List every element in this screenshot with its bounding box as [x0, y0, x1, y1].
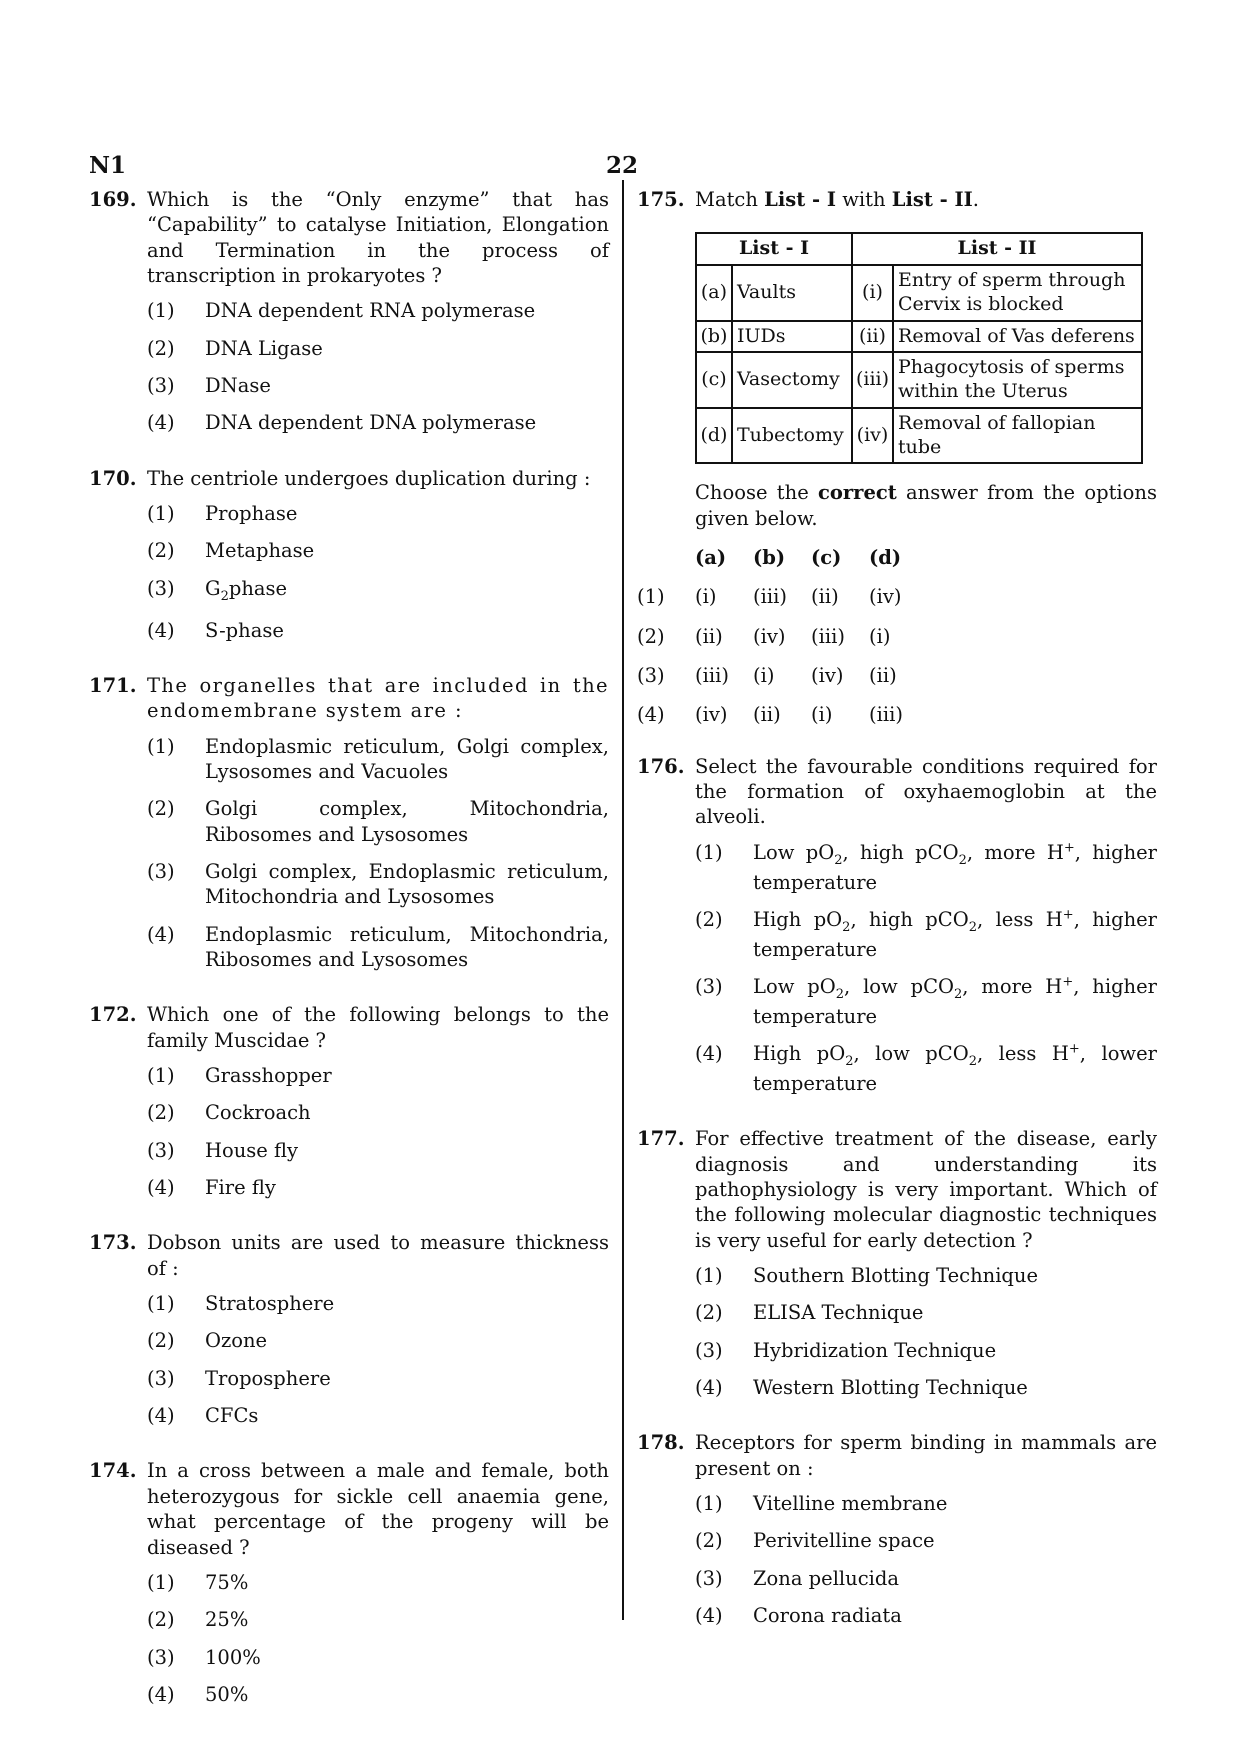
option-text: Southern Blotting Technique [753, 1264, 1039, 1287]
emphasis: correct [818, 481, 897, 505]
list-1-item: Vaults [732, 265, 852, 321]
option-number: (2) [147, 1608, 175, 1632]
option-4 [147, 1682, 609, 1707]
options [147, 501, 609, 643]
option-number: (2) [147, 797, 175, 821]
text-part: , high pCO [842, 840, 959, 864]
option-4 [695, 1041, 1157, 1096]
question-text: Select the favourable conditions required for the formation of oxyhaemoglobin at the alveoli. [695, 754, 1157, 829]
question-number: 171. [89, 673, 137, 697]
option-2 [147, 1100, 609, 1125]
option-number: (4) [147, 922, 175, 946]
text-part: , low pCO [844, 975, 954, 999]
option-3 [147, 373, 609, 398]
subscript: 2 [958, 852, 967, 868]
question-171 [89, 673, 609, 972]
question-number: 175. [637, 188, 685, 211]
column-divider [622, 180, 624, 1620]
option-1 [147, 1063, 609, 1088]
subscript: 2 [220, 588, 229, 604]
option-3 [695, 1338, 1157, 1363]
question-number: 170. [89, 466, 137, 490]
option-text: Hybridization Technique [753, 1338, 997, 1362]
grid-header: (a) [695, 546, 727, 570]
text-part: . [972, 188, 979, 211]
row-label: (d) [696, 408, 732, 464]
option-2 [147, 336, 609, 361]
option-text [753, 1042, 1157, 1095]
answer-grid [637, 545, 1157, 728]
text-part: , more H [962, 975, 1063, 999]
subscript: 2 [968, 919, 977, 935]
option-number: (4) [695, 1604, 723, 1628]
answer-cell: (iii) [811, 624, 845, 648]
answer-cell: (ii) [753, 703, 781, 727]
question-number: 173. [89, 1231, 137, 1255]
text-part: , higher temperature [753, 840, 1157, 894]
text-part: Match [695, 188, 765, 211]
option-text: 25% [205, 1608, 249, 1632]
option-number: (1) [147, 1064, 175, 1088]
list-1-item: Tubectomy [732, 408, 852, 464]
option-text [753, 975, 1157, 1028]
option-number: (2) [695, 1301, 723, 1325]
answer-cell: (iv) [811, 664, 844, 688]
option-text: CFCs [205, 1404, 259, 1428]
option-1 [147, 501, 609, 526]
option-text: DNase [205, 374, 271, 398]
option-text: Grasshopper [205, 1064, 332, 1088]
option-text: House fly [205, 1138, 299, 1162]
option-number: (3) [695, 975, 723, 999]
option-number: (3) [695, 1338, 723, 1362]
option-number: (2) [147, 1329, 175, 1353]
option-text: DNA dependent RNA polymerase [205, 299, 536, 323]
answer-cell: (iii) [869, 703, 903, 727]
question-169 [89, 187, 609, 436]
option-text: DNA dependent DNA polymerase [205, 411, 537, 435]
text-part: Choose the [695, 481, 819, 505]
question-177 [637, 1126, 1157, 1400]
list-2-label: List - II [891, 188, 973, 211]
text-part: High pO [753, 1042, 846, 1066]
question-number: 169. [89, 188, 137, 211]
answer-cell: (iv) [869, 585, 902, 609]
option-3 [147, 859, 609, 910]
option-number: (2) [637, 624, 665, 648]
option-text [753, 841, 1157, 894]
row-label: (iv) [852, 408, 893, 464]
option-number: (1) [637, 585, 665, 609]
subscript: 2 [842, 919, 851, 935]
row-label: (a) [696, 265, 732, 321]
grid-header: (b) [753, 546, 786, 570]
option-number: (2) [695, 907, 723, 931]
option-2 [147, 1328, 609, 1353]
option-4 [695, 1375, 1157, 1400]
option-number: (1) [147, 502, 175, 526]
option-number: (3) [147, 1366, 175, 1390]
table-header-list-1: List - I [696, 233, 852, 265]
question-number: 174. [89, 1459, 137, 1483]
table-header-row [696, 233, 1142, 265]
option-3 [147, 1366, 609, 1391]
option-number: (4) [695, 1376, 723, 1400]
option-3 [695, 974, 1157, 1029]
text-part: , higher temperature [753, 975, 1157, 1028]
option-4 [147, 922, 609, 973]
option-number: (1) [147, 734, 175, 758]
answer-cell: (ii) [695, 624, 723, 648]
question-174 [89, 1458, 609, 1707]
option-text: Prophase [205, 502, 298, 526]
option-number: (4) [147, 618, 175, 642]
option-number: (1) [147, 1292, 175, 1316]
question-number: 176. [637, 754, 685, 778]
row-label: (c) [696, 352, 732, 408]
option-number: (2) [147, 1101, 175, 1125]
option-text: 100% [205, 1645, 261, 1669]
page-code: N1 [89, 152, 127, 179]
option-3 [695, 1566, 1157, 1591]
option-number: (4) [147, 1404, 175, 1428]
option-text: Vitelline membrane [753, 1492, 948, 1516]
question-number: 177. [637, 1127, 685, 1151]
option-text: 75% [205, 1570, 249, 1594]
text-part: , less H [976, 1042, 1069, 1066]
option-2 [695, 1528, 1157, 1553]
question-number: 172. [89, 1003, 137, 1027]
row-label: (b) [696, 321, 732, 353]
list-1-item: IUDs [732, 321, 852, 353]
answer-cell: (iii) [695, 664, 729, 688]
option-number: (3) [147, 374, 175, 398]
option-3 [147, 576, 609, 606]
option-number: (1) [147, 1570, 175, 1594]
option-number: (4) [147, 1176, 175, 1200]
option-number: (3) [637, 664, 665, 688]
question-text: In a cross between a male and female, both heterozygous for sickle cell anaemia gene, what percentage of the progeny will be diseased ? [147, 1459, 609, 1559]
option-text: DNA Ligase [205, 336, 323, 360]
option-1 [147, 1570, 609, 1595]
subscript: 2 [845, 1054, 854, 1070]
question-178 [637, 1430, 1157, 1628]
subscript: 2 [834, 852, 843, 868]
option-4 [147, 410, 609, 435]
option-text: Cockroach [205, 1101, 311, 1125]
option-number: (1) [695, 1264, 723, 1287]
option-1 [695, 1491, 1157, 1516]
option-2 [147, 796, 609, 847]
option-text: Perivitelline space [753, 1529, 935, 1553]
option-number: (3) [147, 1645, 175, 1669]
option-text: Endoplasmic reticulum, Mitochondria, Ribosomes and Lysosomes [205, 922, 609, 971]
option-1 [695, 1263, 1157, 1288]
option-2 [695, 907, 1157, 962]
grid-header: (d) [869, 546, 902, 570]
option-number: (1) [695, 1492, 723, 1516]
option-1 [147, 298, 609, 323]
options [147, 1570, 609, 1707]
option-1 [147, 1291, 609, 1316]
text-part: , higher temperature [753, 907, 1157, 961]
option-number: (4) [637, 703, 665, 727]
answer-cell: (iv) [695, 703, 728, 727]
question-text: Which is the “Only enzyme” that has “Capability” to catalyse Initiation, Elongation and Termination in the process of transcription in prokaryotes ? [147, 188, 609, 288]
question-172 [89, 1002, 609, 1200]
text-part: answer from the options given below. [695, 481, 1157, 530]
grid-header: (c) [811, 546, 842, 570]
answer-cell: (ii) [869, 664, 897, 688]
list-1-label: List - I [764, 188, 837, 211]
option-text: Golgi complex, Mitochondria, Ribosomes and Lysosomes [205, 797, 609, 846]
match-table [695, 232, 1143, 464]
option-text: ELISA Technique [753, 1301, 924, 1325]
option-number: (4) [147, 411, 175, 435]
option-text: Zona pellucida [753, 1566, 899, 1590]
option-number: (4) [147, 1682, 175, 1706]
options [695, 1263, 1157, 1400]
question-170 [89, 466, 609, 643]
question-175 [637, 187, 1157, 728]
question-text [695, 187, 1157, 212]
row-label: (ii) [852, 321, 893, 353]
answer-cell: (iv) [753, 624, 786, 648]
options [695, 840, 1157, 1097]
subscript: 2 [968, 1054, 977, 1070]
answer-cell: (i) [811, 703, 833, 727]
table-row [696, 352, 1142, 408]
option-text [753, 908, 1157, 961]
subscript: 2 [954, 986, 963, 1002]
table-header-list-2: List - II [852, 233, 1142, 265]
list-2-item: Phagocytosis of sperms within the Uterus [893, 352, 1142, 408]
option-number: (3) [147, 1138, 175, 1162]
page-number: 22 [606, 152, 639, 179]
text-part: , low pCO [853, 1042, 969, 1066]
answer-cell: (i) [695, 585, 717, 609]
option-text [205, 576, 288, 604]
answer-cell: (i) [753, 664, 775, 688]
option-number: (3) [147, 859, 175, 883]
option-number: (1) [147, 299, 175, 323]
option-text-part: G [205, 576, 221, 600]
option-4 [147, 1175, 609, 1200]
option-text: 50% [205, 1682, 249, 1706]
option-number: (1) [695, 840, 723, 864]
options [147, 734, 609, 973]
option-text: Golgi complex, Endoplasmic reticulum, Mitochondria and Lysosomes [205, 859, 609, 909]
question-text: Which one of the following belongs to the family Muscidae ? [147, 1003, 609, 1052]
right-column [637, 187, 1157, 1658]
question-text: Dobson units are used to measure thickness of : [147, 1231, 609, 1280]
option-text: Ozone [205, 1329, 268, 1353]
text-part: , more H [966, 840, 1064, 864]
option-3 [147, 1138, 609, 1163]
option-number: (4) [695, 1042, 723, 1066]
subscript: 2 [835, 986, 844, 1002]
superscript: + [1068, 1041, 1080, 1057]
option-4 [695, 1603, 1157, 1628]
superscript: + [1063, 840, 1075, 856]
text-part: , lower temperature [753, 1042, 1157, 1095]
answer-cell: (i) [869, 624, 891, 648]
left-column [89, 187, 609, 1737]
text-part: , high pCO [850, 907, 969, 931]
table-row [696, 265, 1142, 321]
answer-cell: (ii) [811, 585, 839, 609]
option-3 [147, 1645, 609, 1670]
question-text: The organelles that are included in the endomembrane system are : [147, 673, 609, 723]
question-text: The centriole undergoes duplication during : [147, 466, 591, 490]
question-text: For effective treatment of the disease, early diagnosis and understanding its pathophysiology is very important. Which of the following molecular diagnostic techniques is very useful for early detection ? [695, 1127, 1157, 1252]
option-number: (3) [695, 1566, 723, 1590]
row-label: (iii) [852, 352, 893, 408]
option-text: Fire fly [205, 1176, 276, 1200]
list-2-item: Removal of fallopian tube [893, 408, 1142, 464]
list-1-item: Vasectomy [732, 352, 852, 408]
text-part: Low pO [753, 975, 836, 999]
option-2 [147, 538, 609, 563]
question-173 [89, 1230, 609, 1428]
row-label: (i) [852, 265, 893, 321]
text-part: Low pO [753, 840, 835, 864]
option-1 [147, 734, 609, 785]
instruction-text [695, 480, 1157, 531]
grid-spacer [637, 545, 695, 570]
question-text: Receptors for sperm binding in mammals are present on : [695, 1431, 1157, 1480]
option-4 [147, 1403, 609, 1428]
options [147, 1291, 609, 1428]
option-4 [147, 618, 609, 643]
option-number: (2) [147, 336, 175, 360]
option-text: Metaphase [205, 539, 315, 563]
text-part: High pO [753, 907, 843, 931]
option-2 [147, 1607, 609, 1632]
options [147, 298, 609, 435]
superscript: + [1062, 907, 1074, 923]
table-row [696, 408, 1142, 464]
option-text: Troposphere [205, 1366, 331, 1390]
option-text: S-phase [205, 618, 284, 642]
option-text: Corona radiata [753, 1604, 902, 1628]
option-2 [695, 1300, 1157, 1325]
option-text-part: phase [228, 576, 288, 600]
options [695, 1491, 1157, 1628]
option-number: (2) [695, 1529, 723, 1553]
option-1 [695, 840, 1157, 895]
question-176 [637, 754, 1157, 1097]
options [147, 1063, 609, 1200]
superscript: + [1062, 974, 1074, 990]
option-number: (2) [147, 539, 175, 563]
list-2-item: Removal of Vas deferens [893, 321, 1142, 353]
text-part: with [836, 188, 892, 211]
table-row [696, 321, 1142, 353]
option-text: Western Blotting Technique [753, 1376, 1028, 1400]
list-2-item: Entry of sperm through Cervix is blocked [893, 265, 1142, 321]
question-number: 178. [637, 1431, 685, 1455]
option-number: (3) [147, 576, 175, 600]
answer-cell: (iii) [753, 585, 787, 609]
option-text: Stratosphere [205, 1292, 335, 1316]
option-text: Endoplasmic reticulum, Golgi complex, Lysosomes and Vacuoles [205, 734, 609, 783]
text-part: , less H [976, 907, 1063, 931]
